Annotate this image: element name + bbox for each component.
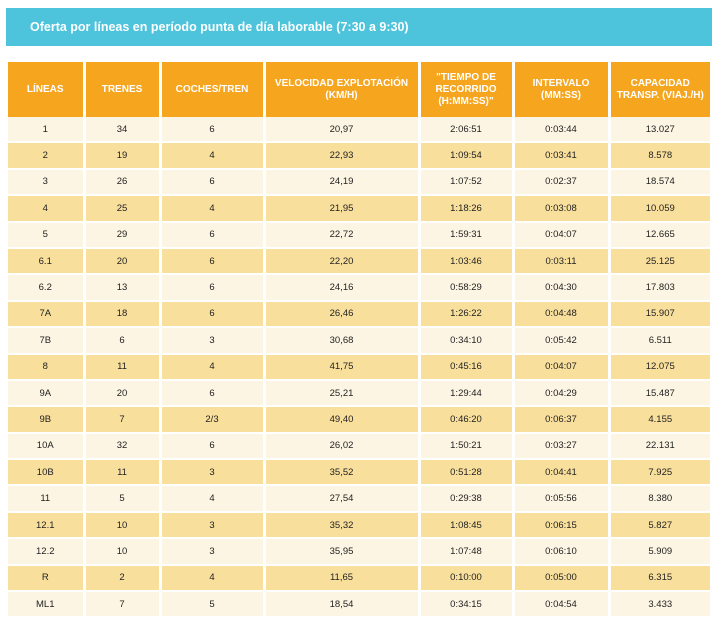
- cell-trenes: 11: [84, 459, 160, 485]
- table-row: [8, 222, 710, 248]
- cell-trenes: 10: [84, 538, 160, 564]
- table-row: [8, 565, 710, 591]
- cell-coches-tren: 6: [160, 169, 264, 195]
- cell-velocidad: 24,16: [264, 274, 419, 300]
- cell-capacidad: 6.511: [609, 327, 710, 353]
- cell-tiempo-recorrido: 1:03:46: [419, 248, 513, 274]
- cell-linea: 6.1: [8, 248, 84, 274]
- cell-capacidad: 15.907: [609, 301, 710, 327]
- cell-intervalo: 0:02:37: [513, 169, 609, 195]
- cell-coches-tren: 6: [160, 301, 264, 327]
- cell-trenes: 29: [84, 222, 160, 248]
- cell-capacidad: 12.665: [609, 222, 710, 248]
- table-row: [8, 406, 710, 432]
- cell-intervalo: 0:06:10: [513, 538, 609, 564]
- table-header-row: [8, 62, 710, 117]
- cell-linea: 5: [8, 222, 84, 248]
- cell-coches-tren: 6: [160, 222, 264, 248]
- cell-linea: 4: [8, 195, 84, 221]
- cell-velocidad: 21,95: [264, 195, 419, 221]
- col-header-lineas: LÍNEAS: [8, 62, 84, 117]
- cell-intervalo: 0:04:07: [513, 354, 609, 380]
- cell-tiempo-recorrido: 1:07:52: [419, 169, 513, 195]
- cell-tiempo-recorrido: 0:10:00: [419, 565, 513, 591]
- cell-tiempo-recorrido: 1:08:45: [419, 512, 513, 538]
- cell-intervalo: 0:03:08: [513, 195, 609, 221]
- table-row: [8, 327, 710, 353]
- cell-trenes: 7: [84, 406, 160, 432]
- cell-velocidad: 25,21: [264, 380, 419, 406]
- cell-linea: 10A: [8, 433, 84, 459]
- cell-coches-tren: 2/3: [160, 406, 264, 432]
- cell-tiempo-recorrido: 0:34:10: [419, 327, 513, 353]
- cell-trenes: 25: [84, 195, 160, 221]
- col-header-intervalo: INTERVALO (MM:SS): [513, 62, 609, 117]
- table-row: [8, 354, 710, 380]
- cell-coches-tren: 3: [160, 538, 264, 564]
- table-row: [8, 169, 710, 195]
- cell-capacidad: 17.803: [609, 274, 710, 300]
- cell-capacidad: 5.909: [609, 538, 710, 564]
- cell-tiempo-recorrido: 0:29:38: [419, 485, 513, 511]
- table-row: [8, 274, 710, 300]
- table-row: [8, 301, 710, 327]
- cell-intervalo: 0:04:41: [513, 459, 609, 485]
- cell-linea: ML1: [8, 591, 84, 617]
- cell-capacidad: 8.380: [609, 485, 710, 511]
- cell-coches-tren: 6: [160, 274, 264, 300]
- col-header-coches-tren: COCHES/TREN: [160, 62, 264, 117]
- cell-capacidad: 5.827: [609, 512, 710, 538]
- cell-coches-tren: 4: [160, 565, 264, 591]
- cell-intervalo: 0:04:54: [513, 591, 609, 617]
- cell-tiempo-recorrido: 0:51:28: [419, 459, 513, 485]
- cell-intervalo: 0:04:30: [513, 274, 609, 300]
- table-row: [8, 512, 710, 538]
- cell-linea: 2: [8, 142, 84, 168]
- table-row: [8, 248, 710, 274]
- cell-capacidad: 13.027: [609, 117, 710, 142]
- table-body: [8, 117, 710, 617]
- cell-tiempo-recorrido: 0:46:20: [419, 406, 513, 432]
- cell-velocidad: 18,54: [264, 591, 419, 617]
- cell-trenes: 13: [84, 274, 160, 300]
- cell-tiempo-recorrido: 1:18:26: [419, 195, 513, 221]
- cell-linea: 7A: [8, 301, 84, 327]
- cell-tiempo-recorrido: 1:29:44: [419, 380, 513, 406]
- cell-trenes: 11: [84, 354, 160, 380]
- cell-trenes: 32: [84, 433, 160, 459]
- cell-linea: 11: [8, 485, 84, 511]
- cell-velocidad: 49,40: [264, 406, 419, 432]
- cell-trenes: 26: [84, 169, 160, 195]
- cell-linea: R: [8, 565, 84, 591]
- cell-linea: 12.1: [8, 512, 84, 538]
- table-row: [8, 195, 710, 221]
- cell-intervalo: 0:05:56: [513, 485, 609, 511]
- table-row: [8, 538, 710, 564]
- cell-capacidad: 18.574: [609, 169, 710, 195]
- cell-coches-tren: 6: [160, 248, 264, 274]
- cell-coches-tren: 3: [160, 459, 264, 485]
- cell-capacidad: 15.487: [609, 380, 710, 406]
- cell-trenes: 2: [84, 565, 160, 591]
- cell-capacidad: 10.059: [609, 195, 710, 221]
- cell-intervalo: 0:05:00: [513, 565, 609, 591]
- cell-velocidad: 41,75: [264, 354, 419, 380]
- cell-intervalo: 0:04:48: [513, 301, 609, 327]
- cell-intervalo: 0:03:44: [513, 117, 609, 142]
- cell-velocidad: 26,46: [264, 301, 419, 327]
- cell-velocidad: 22,20: [264, 248, 419, 274]
- cell-intervalo: 0:03:41: [513, 142, 609, 168]
- cell-trenes: 20: [84, 248, 160, 274]
- table-row: [8, 485, 710, 511]
- cell-velocidad: 22,93: [264, 142, 419, 168]
- cell-velocidad: 20,97: [264, 117, 419, 142]
- cell-coches-tren: 4: [160, 485, 264, 511]
- cell-intervalo: 0:06:15: [513, 512, 609, 538]
- cell-linea: 6.2: [8, 274, 84, 300]
- cell-linea: 7B: [8, 327, 84, 353]
- cell-tiempo-recorrido: 1:50:21: [419, 433, 513, 459]
- cell-coches-tren: 4: [160, 354, 264, 380]
- cell-capacidad: 7.925: [609, 459, 710, 485]
- cell-coches-tren: 4: [160, 142, 264, 168]
- cell-capacidad: 12.075: [609, 354, 710, 380]
- cell-tiempo-recorrido: 1:09:54: [419, 142, 513, 168]
- cell-coches-tren: 4: [160, 195, 264, 221]
- cell-tiempo-recorrido: 1:26:22: [419, 301, 513, 327]
- cell-tiempo-recorrido: 1:07:48: [419, 538, 513, 564]
- col-header-trenes: TRENES: [84, 62, 160, 117]
- cell-velocidad: 11,65: [264, 565, 419, 591]
- cell-capacidad: 6.315: [609, 565, 710, 591]
- cell-velocidad: 22,72: [264, 222, 419, 248]
- cell-capacidad: 25.125: [609, 248, 710, 274]
- cell-tiempo-recorrido: 0:58:29: [419, 274, 513, 300]
- table-row: [8, 459, 710, 485]
- lines-table: [8, 62, 710, 618]
- cell-coches-tren: 3: [160, 512, 264, 538]
- cell-tiempo-recorrido: 0:45:16: [419, 354, 513, 380]
- cell-coches-tren: 6: [160, 117, 264, 142]
- cell-linea: 8: [8, 354, 84, 380]
- table-row: [8, 117, 710, 142]
- table-row: [8, 380, 710, 406]
- cell-linea: 9A: [8, 380, 84, 406]
- cell-coches-tren: 5: [160, 591, 264, 617]
- cell-linea: 9B: [8, 406, 84, 432]
- cell-velocidad: 35,52: [264, 459, 419, 485]
- cell-trenes: 20: [84, 380, 160, 406]
- col-header-velocidad: VELOCIDAD EXPLOTACIÓN (KM/H): [264, 62, 419, 117]
- cell-intervalo: 0:03:11: [513, 248, 609, 274]
- cell-intervalo: 0:06:37: [513, 406, 609, 432]
- cell-trenes: 19: [84, 142, 160, 168]
- cell-trenes: 10: [84, 512, 160, 538]
- cell-trenes: 34: [84, 117, 160, 142]
- cell-linea: 12.2: [8, 538, 84, 564]
- cell-tiempo-recorrido: 0:34:15: [419, 591, 513, 617]
- col-header-tiempo-recorrido: "TIEMPO DE RECORRIDO (H:MM:SS)": [419, 62, 513, 117]
- cell-trenes: 6: [84, 327, 160, 353]
- cell-velocidad: 27,54: [264, 485, 419, 511]
- cell-velocidad: 35,95: [264, 538, 419, 564]
- table-title: Oferta por líneas en período punta de día laborable (7:30 a 9:30): [6, 8, 712, 46]
- cell-velocidad: 24,19: [264, 169, 419, 195]
- cell-trenes: 7: [84, 591, 160, 617]
- cell-intervalo: 0:05:42: [513, 327, 609, 353]
- col-header-capacidad: CAPACIDAD TRANSP. (VIAJ./H): [609, 62, 710, 117]
- cell-coches-tren: 3: [160, 327, 264, 353]
- table-row: [8, 591, 710, 617]
- cell-linea: 10B: [8, 459, 84, 485]
- cell-tiempo-recorrido: 1:59:31: [419, 222, 513, 248]
- cell-intervalo: 0:04:07: [513, 222, 609, 248]
- cell-intervalo: 0:03:27: [513, 433, 609, 459]
- cell-trenes: 5: [84, 485, 160, 511]
- cell-capacidad: 4.155: [609, 406, 710, 432]
- table-row: [8, 433, 710, 459]
- cell-intervalo: 0:04:29: [513, 380, 609, 406]
- cell-capacidad: 3.433: [609, 591, 710, 617]
- cell-coches-tren: 6: [160, 380, 264, 406]
- cell-linea: 3: [8, 169, 84, 195]
- cell-capacidad: 22.131: [609, 433, 710, 459]
- cell-tiempo-recorrido: 2:06:51: [419, 117, 513, 142]
- cell-velocidad: 35,32: [264, 512, 419, 538]
- cell-velocidad: 26,02: [264, 433, 419, 459]
- table-row: [8, 142, 710, 168]
- cell-coches-tren: 6: [160, 433, 264, 459]
- cell-trenes: 18: [84, 301, 160, 327]
- cell-linea: 1: [8, 117, 84, 142]
- cell-capacidad: 8.578: [609, 142, 710, 168]
- cell-velocidad: 30,68: [264, 327, 419, 353]
